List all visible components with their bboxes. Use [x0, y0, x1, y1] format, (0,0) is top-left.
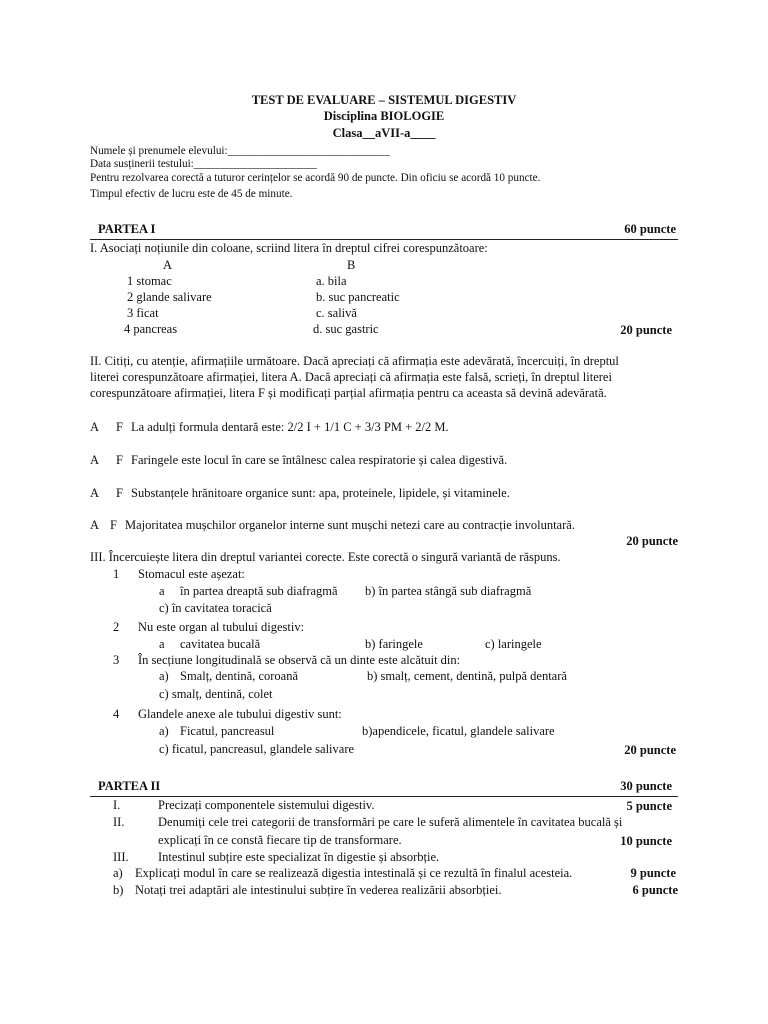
test-date-field: Data susținerii testului:______________________: [90, 158, 317, 170]
part1-title: PARTEA I: [98, 222, 156, 236]
q3-item-number: 3: [113, 653, 120, 667]
part2-item-points: 5 puncte: [626, 799, 672, 813]
q3-option[interactable]: c) laringele: [485, 637, 542, 651]
q3-item-text: Glandele anexe ale tubului digestiv sunt:: [138, 707, 342, 721]
q3-option-label[interactable]: a): [159, 724, 169, 738]
scoring-note: Pentru rezolvarea corectă a tuturor cerințelor se acordă 90 de puncte. Din oficiu se acordă 10 puncte.: [90, 172, 541, 184]
q3-item-text: În secțiune longitudinală se observă că un dinte este alcătuit din:: [138, 653, 461, 667]
part2-item-points: 6 puncte: [632, 883, 678, 897]
discipline: Disciplina BIOLOGIE: [323, 109, 445, 123]
part2-item-number: II.: [113, 815, 125, 829]
q2-prompt-line: II. Citiți, cu atenție, afirmațiile următoare. Dacă apreciați că afirmația este adevărată, încercuiți, în dreptul: [90, 354, 619, 368]
part2-points: 30 puncte: [620, 779, 672, 793]
class-field: Clasa__aVII-a____: [332, 126, 436, 140]
option-f[interactable]: F: [116, 420, 123, 434]
part1-points: 60 puncte: [624, 222, 676, 236]
time-note: Timpul efectiv de lucru este de 45 de minute.: [90, 188, 293, 200]
part2-item-text: Explicați modul în care se realizează digestia intestinală și ce rezultă în finalul acesteia.: [135, 866, 573, 880]
col-a-item: 3 ficat: [127, 306, 159, 320]
student-name-field: Numele și prenumele elevului:_____________________________: [90, 145, 390, 157]
col-b-item: a. bila: [316, 274, 347, 288]
q3-item-number: 2: [113, 620, 120, 634]
column-a-header: A: [163, 258, 173, 272]
part2-item-text: Precizați componentele sistemului digestiv.: [158, 798, 375, 812]
q3-option[interactable]: b) faringele: [365, 637, 423, 651]
part2-item-text-cont: explicați în ce constă fiecare tip de transformare.: [158, 833, 402, 847]
q2-prompt-line: corespunzătoare afirmației, litera F și modificați parțial afirmația pentru ca aceasta să devină adevărată.: [90, 386, 607, 400]
option-f[interactable]: F: [116, 453, 123, 467]
q2-prompt-line: literei corespunzătoare afirmației, litera A. Dacă apreciați că afirmația este falsă, scrieți, în dreptul literei: [90, 370, 612, 384]
part2-item-number: III.: [113, 850, 129, 864]
q3-option[interactable]: Smalț, dentină, coroană: [180, 669, 299, 683]
q2-points: 20 puncte: [626, 534, 678, 548]
option-a[interactable]: A: [90, 486, 100, 500]
column-b-header: B: [347, 258, 356, 272]
col-a-item: 4 pancreas: [124, 322, 178, 336]
q3-option-label[interactable]: a: [159, 637, 165, 651]
q3-item-number: 1: [113, 567, 120, 581]
part2-item-number: I.: [113, 798, 121, 812]
q3-option[interactable]: c) în cavitatea toracică: [159, 601, 272, 615]
part2-item-number: b): [113, 883, 124, 897]
col-b-item: c. salivă: [316, 306, 357, 320]
q3-option[interactable]: în partea dreaptă sub diafragmă: [180, 584, 338, 598]
statement-text: Substanțele hrănitoare organice sunt: apa, proteinele, lipidele, și vitaminele.: [131, 486, 510, 500]
test-title: TEST DE EVALUARE – SISTEMUL DIGESTIV: [251, 93, 517, 107]
q3-option[interactable]: b) smalț, cement, dentină, pulpă dentară: [367, 669, 567, 683]
part2-title: PARTEA II: [98, 779, 161, 793]
section-divider: [90, 796, 678, 797]
col-b-item: b. suc pancreatic: [316, 290, 400, 304]
option-f[interactable]: F: [116, 486, 123, 500]
q3-option[interactable]: b) în partea stângă sub diafragmă: [365, 584, 532, 598]
part2-item-text: Intestinul subțire este specializat în digestie și absorbție.: [158, 850, 440, 864]
q3-option-label[interactable]: a: [159, 584, 165, 598]
part2-item-text: Denumiți cele trei categorii de transformări pe care le suferă alimentele în cavitatea bucală și: [158, 815, 623, 829]
q3-option-label[interactable]: a): [159, 669, 169, 683]
q3-points: 20 puncte: [624, 743, 676, 757]
col-a-item: 2 glande salivare: [127, 290, 212, 304]
col-a-item: 1 stomac: [127, 274, 172, 288]
q3-item-text: Nu este organ al tubului digestiv:: [138, 620, 305, 634]
part2-item-number: a): [113, 866, 123, 880]
statement-text: La adulți formula dentară este: 2/2 I + 1/1 C + 3/3 PM + 2/2 M.: [131, 420, 449, 434]
q3-item-text: Stomacul este așezat:: [138, 567, 245, 581]
q1-points: 20 puncte: [620, 323, 672, 337]
option-a[interactable]: A: [90, 420, 100, 434]
q3-option[interactable]: Ficatul, pancreasul: [180, 724, 275, 738]
q3-option[interactable]: c) smalț, dentină, colet: [159, 687, 273, 701]
part2-item-text: Notați trei adaptări ale intestinului subțire în vederea realizării absorbției.: [135, 883, 502, 897]
q3-item-number: 4: [113, 707, 120, 721]
section-divider: [90, 239, 678, 240]
q3-option[interactable]: cavitatea bucală: [180, 637, 261, 651]
statement-text: Faringele este locul în care se întâlnesc calea respiratorie și calea digestivă.: [131, 453, 508, 467]
part2-item-points: 9 puncte: [630, 866, 676, 880]
option-f[interactable]: F: [110, 518, 117, 532]
option-a[interactable]: A: [90, 518, 100, 532]
q3-option[interactable]: c) ficatul, pancreasul, glandele salivare: [159, 742, 355, 756]
part2-item-points: 10 puncte: [620, 834, 672, 848]
statement-text: Majoritatea mușchilor organelor interne sunt mușchi netezi care au contracție involuntară.: [125, 518, 575, 532]
q1-prompt: I. Asociați noțiunile din coloane, scriind litera în dreptul cifrei corespunzătoare:: [90, 241, 488, 255]
q3-option[interactable]: b)apendicele, ficatul, glandele salivare: [362, 724, 555, 738]
col-b-item: d. suc gastric: [313, 322, 379, 336]
q3-prompt: III. Încercuiește litera din dreptul variantei corecte. Este corectă o singură variantă de răspuns.: [90, 550, 561, 564]
option-a[interactable]: A: [90, 453, 100, 467]
